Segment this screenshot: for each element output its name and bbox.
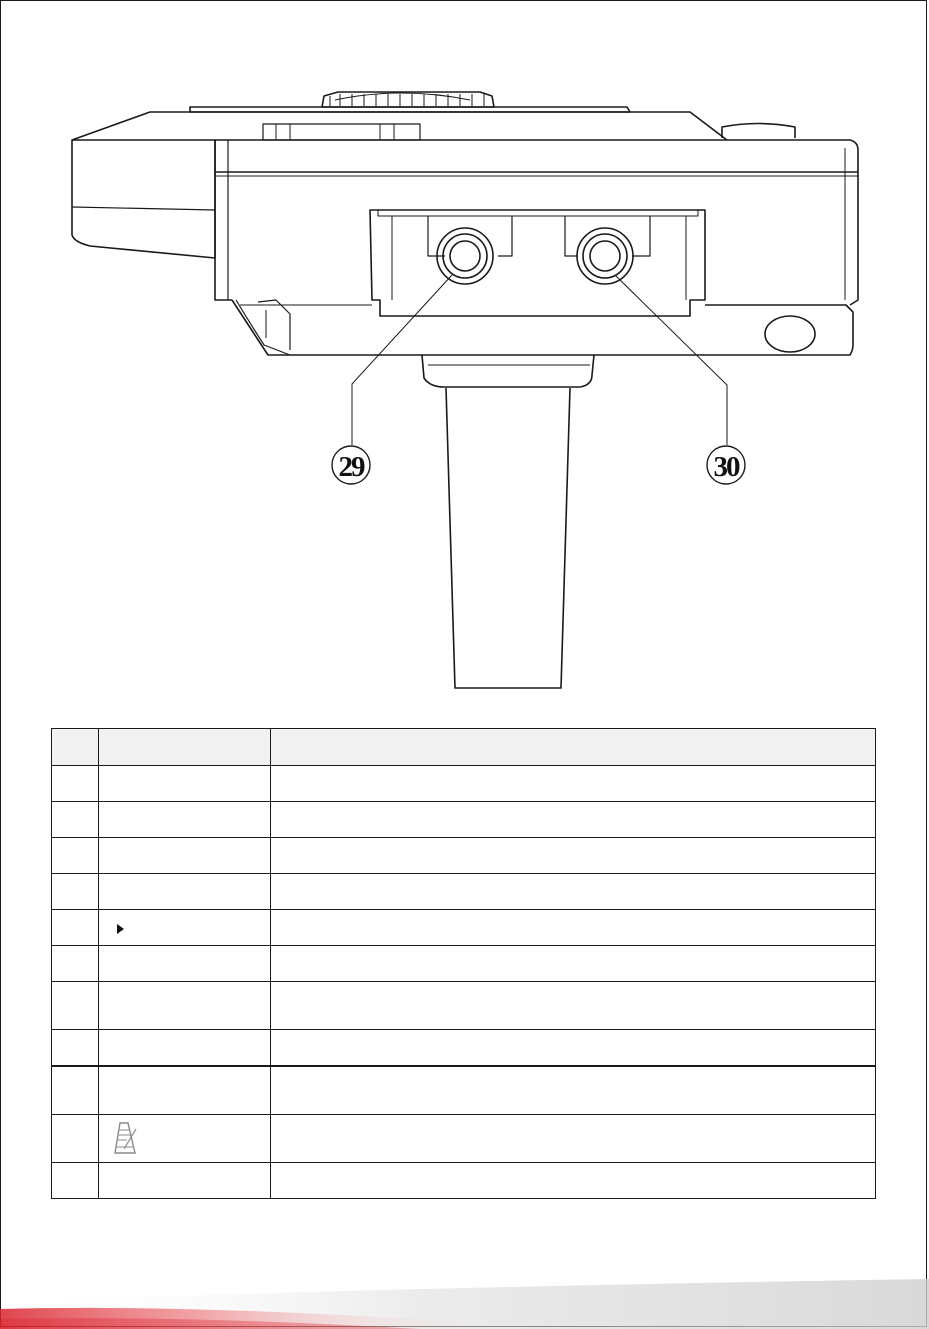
row-num (52, 1163, 99, 1199)
right-jack (577, 228, 633, 284)
header-name (99, 729, 271, 766)
table-row (52, 838, 876, 874)
spec-table (51, 728, 876, 1199)
left-block (72, 140, 215, 258)
row-name (99, 946, 271, 982)
metronome-icon (113, 1121, 139, 1158)
row-num (52, 838, 99, 874)
table-row (52, 766, 876, 802)
table-row (52, 1030, 876, 1067)
row-num (52, 802, 99, 838)
mount-collar (422, 355, 594, 387)
row-description (271, 802, 876, 838)
table-row (52, 1066, 876, 1115)
row-num (52, 1066, 99, 1115)
row-description (271, 1030, 876, 1067)
row-name (99, 1115, 271, 1163)
row-name (99, 802, 271, 838)
row-name (99, 1163, 271, 1199)
row-description (271, 838, 876, 874)
row-name (99, 982, 271, 1030)
row-num (52, 910, 99, 946)
jack-housing (370, 210, 705, 316)
top-right-button (722, 124, 795, 139)
row-name (99, 766, 271, 802)
leader-29 (352, 275, 452, 445)
row-description (271, 766, 876, 802)
rubber-foot (765, 316, 815, 352)
row-num (52, 982, 99, 1030)
bottom-rim (232, 300, 853, 355)
play-icon (117, 924, 124, 934)
header-num (52, 729, 99, 766)
top-surface (72, 112, 727, 140)
callout-label-30: 30 (713, 451, 739, 483)
table-row (52, 946, 876, 982)
row-description (271, 1163, 876, 1199)
table-header-row (52, 729, 876, 766)
top-knob (322, 92, 494, 107)
table-row (52, 802, 876, 838)
stand-post (446, 388, 570, 688)
header-description (271, 729, 876, 766)
row-num (52, 1115, 99, 1163)
table-row (52, 874, 876, 910)
row-description (271, 982, 876, 1030)
row-description (271, 1066, 876, 1115)
row-name (99, 874, 271, 910)
callout-label-29: 29 (338, 451, 364, 483)
footer-decoration (0, 1269, 929, 1329)
row-name (99, 1066, 271, 1115)
table-row (52, 1115, 876, 1163)
row-description (271, 946, 876, 982)
row-num (52, 946, 99, 982)
left-jack (437, 228, 493, 284)
row-description (271, 874, 876, 910)
row-description (271, 910, 876, 946)
body-front (215, 140, 858, 305)
row-name (99, 838, 271, 874)
row-num (52, 766, 99, 802)
table-row (52, 910, 876, 946)
table-row (52, 1163, 876, 1199)
row-description (271, 1115, 876, 1163)
row-num (52, 1030, 99, 1067)
table-row (52, 982, 876, 1030)
leader-30 (615, 275, 727, 445)
row-num (52, 874, 99, 910)
row-name (99, 910, 271, 946)
row-name (99, 1030, 271, 1067)
